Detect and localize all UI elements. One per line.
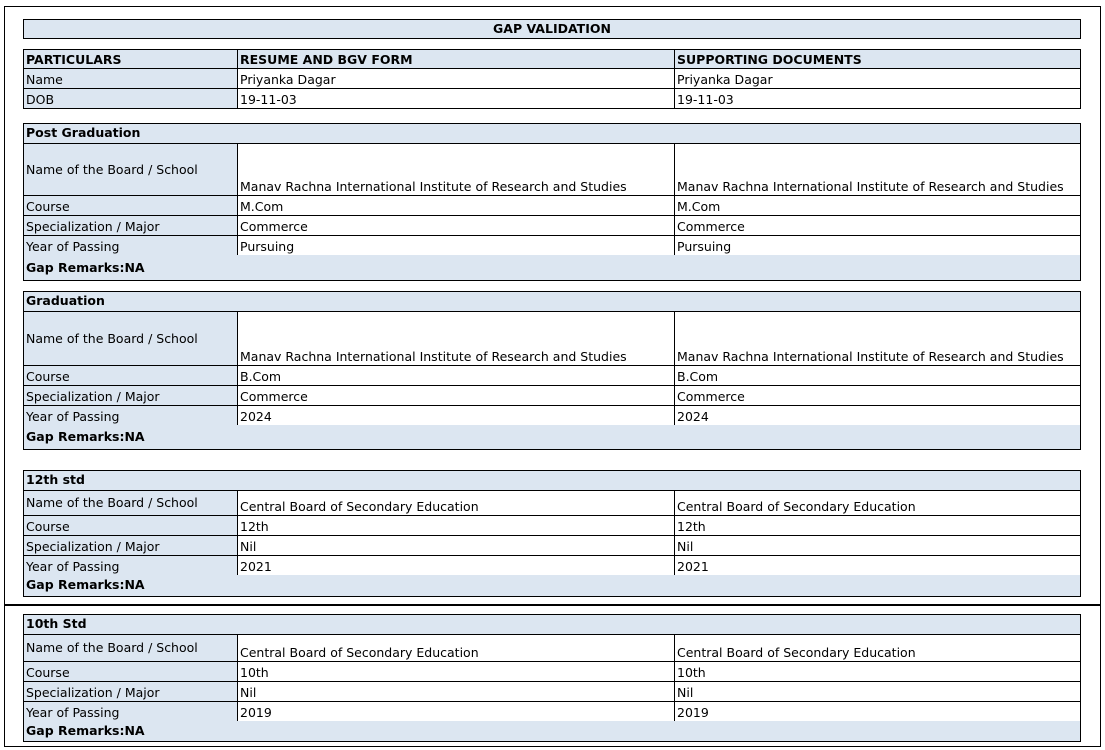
resume-value: Pursuing — [238, 236, 675, 255]
supporting-value: Commerce — [677, 389, 745, 404]
row-label: Course — [24, 516, 238, 535]
resume-value: 2019 — [238, 702, 675, 721]
supporting-value: Manav Rachna International Institute of Research and Studies — [677, 179, 1064, 194]
resume-value: Manav Rachna International Institute of Research and Studies — [238, 144, 675, 195]
supporting-value: Commerce — [677, 219, 745, 234]
row-label: Name of the Board / School — [24, 312, 238, 365]
supporting-value: Central Board of Secondary Education — [677, 645, 916, 660]
supporting-value: 19-11-03 — [677, 92, 734, 107]
gap-remarks: Gap Remarks:NA — [23, 721, 1081, 742]
table-row — [23, 635, 1081, 662]
row-label: Name of the Board / School — [24, 491, 238, 515]
resume-value: Commerce — [238, 216, 675, 235]
supporting-value: 2019 — [677, 705, 709, 720]
table-header — [23, 49, 1081, 69]
resume-value: 10th — [238, 662, 675, 681]
table-row — [23, 491, 1081, 516]
resume-value: 2021 — [238, 556, 675, 575]
section-title-graduation: Graduation — [23, 291, 1081, 312]
table-row — [23, 386, 1081, 406]
table-row — [23, 236, 1081, 256]
row-label: Name of the Board / School — [24, 635, 238, 661]
supporting-value: 2024 — [677, 409, 709, 424]
row-label: Specialization / Major — [24, 216, 238, 235]
resume-value: 12th — [238, 516, 675, 535]
resume-value: Priyanka Dagar — [238, 69, 675, 88]
table-row — [23, 556, 1081, 576]
gap-remarks: Gap Remarks:NA — [23, 255, 1081, 281]
supporting-value: Central Board of Secondary Education — [677, 499, 916, 514]
table-row-dob — [23, 89, 1081, 109]
table-row — [23, 196, 1081, 216]
table-row — [23, 406, 1081, 426]
supporting-value: 10th — [677, 665, 706, 680]
resume-value: Central Board of Secondary Education — [238, 491, 675, 515]
supporting-value: Manav Rachna International Institute of Research and Studies — [677, 349, 1064, 364]
table-row — [23, 682, 1081, 702]
table-row — [23, 216, 1081, 236]
supporting-value: Pursuing — [677, 239, 732, 254]
resume-value: Manav Rachna International Institute of Research and Studies — [238, 312, 675, 365]
row-label: Specialization / Major — [24, 386, 238, 405]
gap-remarks: Gap Remarks:NA — [23, 425, 1081, 450]
supporting-value: Nil — [677, 685, 694, 700]
table-row-name — [23, 69, 1081, 89]
resume-value: Nil — [238, 682, 675, 701]
table-row — [23, 702, 1081, 722]
row-label: Course — [24, 662, 238, 681]
row-label: Year of Passing — [24, 406, 238, 425]
resume-value: Nil — [238, 536, 675, 555]
row-label: Course — [24, 366, 238, 385]
resume-value: Central Board of Secondary Education — [238, 635, 675, 661]
table-row — [23, 662, 1081, 682]
supporting-value: 2021 — [677, 559, 709, 574]
row-label: Specialization / Major — [24, 536, 238, 555]
header-resume: RESUME AND BGV FORM — [238, 50, 675, 68]
row-label: Year of Passing — [24, 702, 238, 721]
supporting-value: 12th — [677, 519, 706, 534]
resume-value: 19-11-03 — [238, 89, 675, 108]
supporting-value: B.Com — [677, 369, 719, 384]
section-title-10th-std: 10th Std — [23, 614, 1081, 635]
table-row — [23, 312, 1081, 366]
table-row — [23, 366, 1081, 386]
supporting-value: M.Com — [677, 199, 721, 214]
section-title-post-graduation: Post Graduation — [23, 123, 1081, 144]
resume-value: M.Com — [238, 196, 675, 215]
table-row — [23, 144, 1081, 196]
row-label: Name of the Board / School — [24, 144, 238, 195]
row-label: Name — [24, 69, 238, 88]
header-particulars: PARTICULARS — [24, 50, 238, 68]
row-label: Course — [24, 196, 238, 215]
row-label: Year of Passing — [24, 236, 238, 255]
gap-remarks: Gap Remarks:NA — [23, 575, 1081, 597]
row-label: DOB — [24, 89, 238, 108]
resume-value: B.Com — [238, 366, 675, 385]
header-supporting: SUPPORTING DOCUMENTS — [675, 50, 1080, 68]
section-title-12th-std: 12th std — [23, 470, 1081, 491]
supporting-value: Priyanka Dagar — [677, 72, 773, 87]
table-row — [23, 516, 1081, 536]
table-row — [23, 536, 1081, 556]
resume-value: 2024 — [238, 406, 675, 425]
resume-value: Commerce — [238, 386, 675, 405]
row-label: Year of Passing — [24, 556, 238, 575]
row-label: Specialization / Major — [24, 682, 238, 701]
page-title: GAP VALIDATION — [23, 19, 1081, 39]
supporting-value: Nil — [677, 539, 694, 554]
